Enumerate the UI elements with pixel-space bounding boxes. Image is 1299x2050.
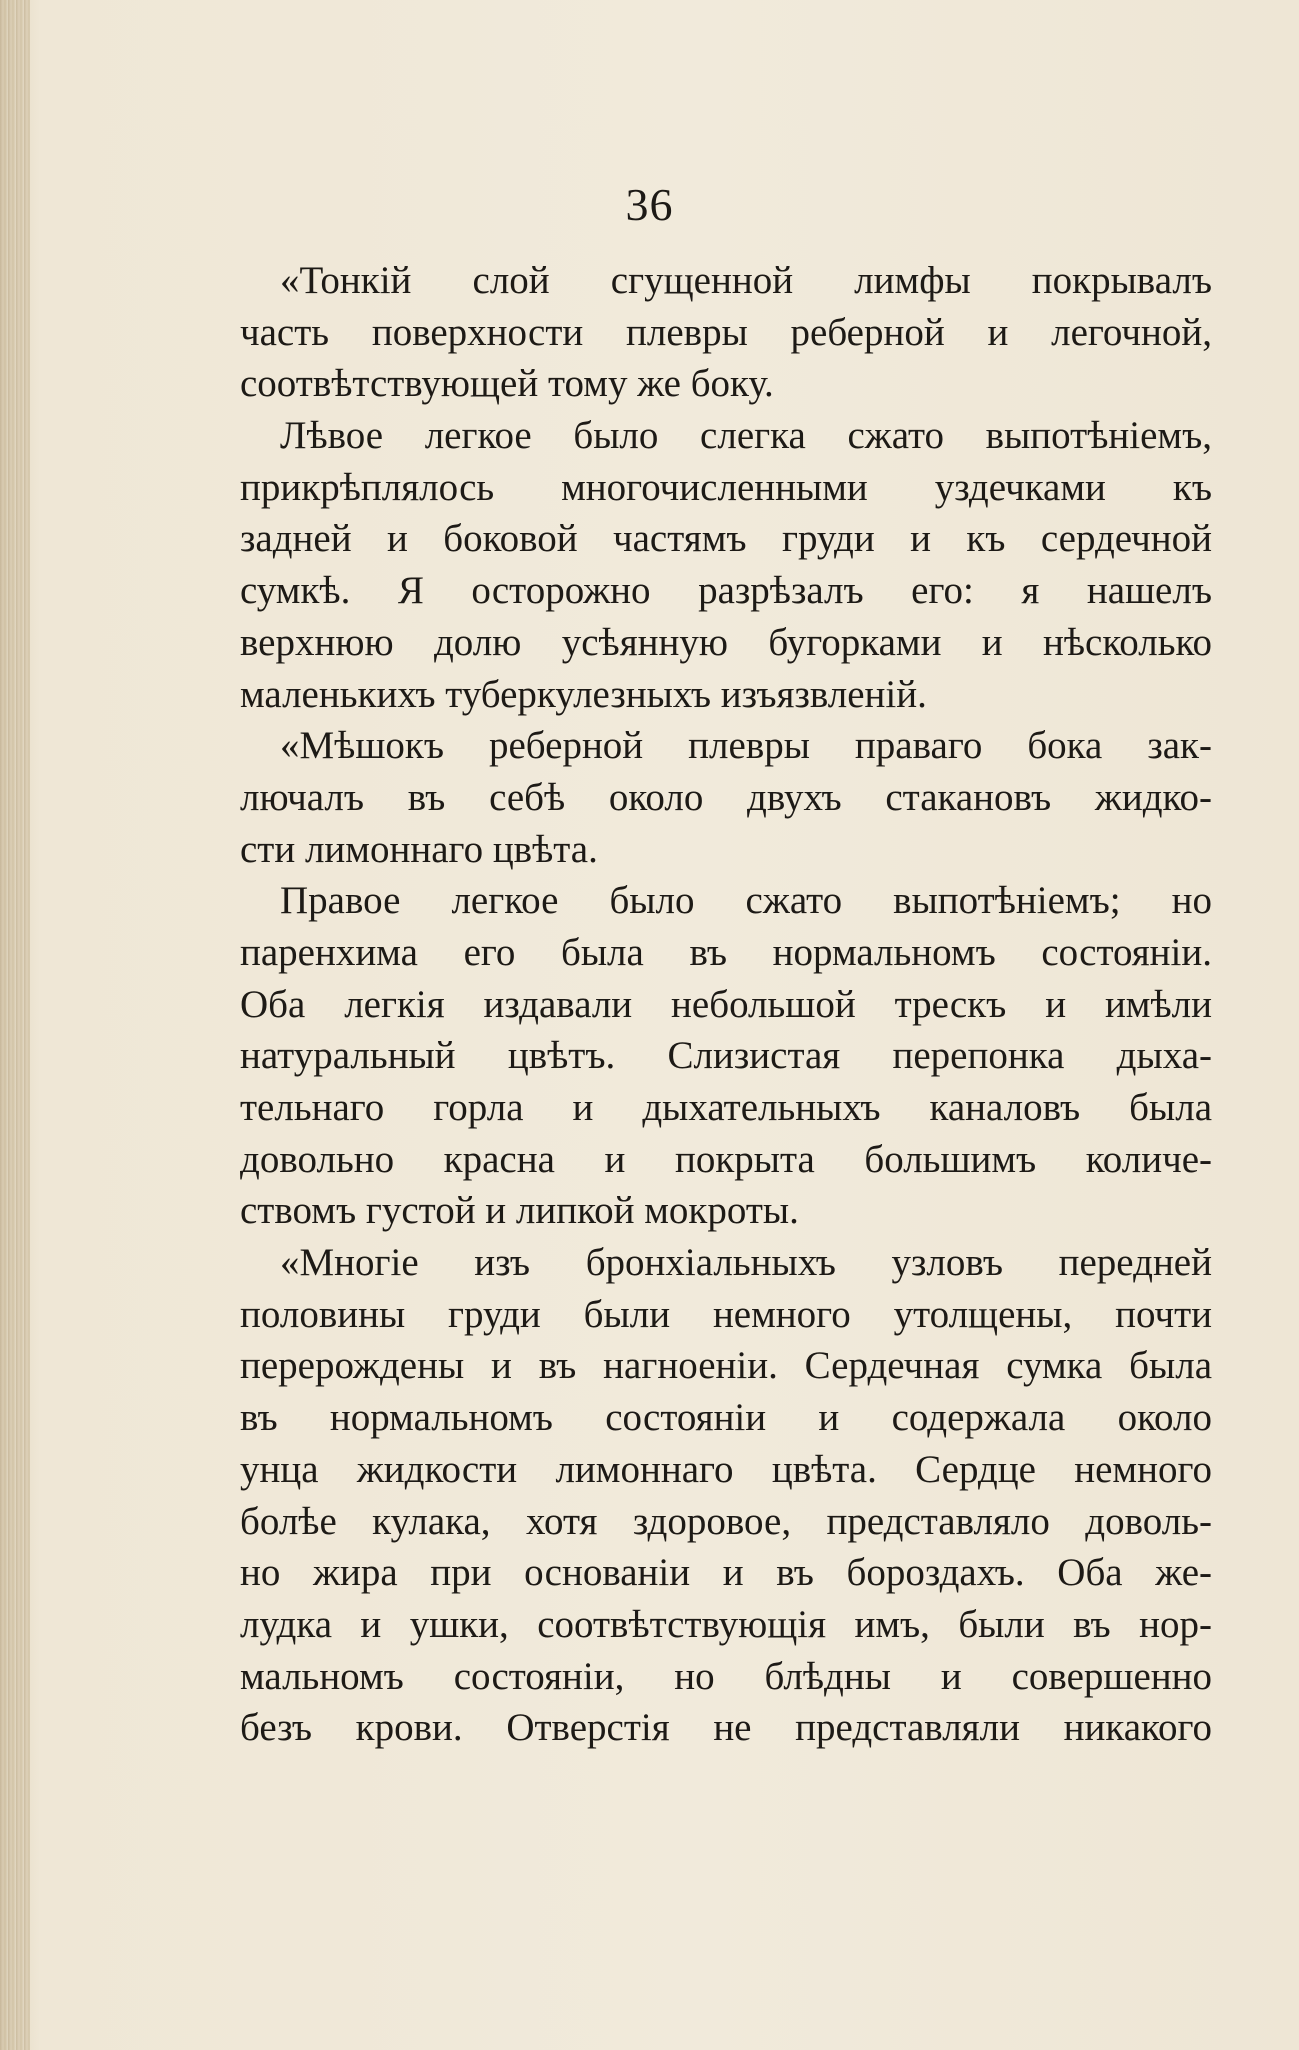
text-line: «Тонкій слой сгущенной лимфы покрывалъ <box>280 259 1212 302</box>
page-number: 36 <box>625 179 674 230</box>
text-line: ствомъ густой и липкой мокроты. <box>240 1189 799 1233</box>
text-line: сумкѣ. Я осторожно разрѣзалъ его: я нашелъ <box>240 569 1212 613</box>
text-line: въ нормальномъ состояніи и содержала около <box>240 1396 1212 1440</box>
text-line: довольно красна и покрыта большимъ количе- <box>240 1137 1212 1181</box>
text-line: тельнаго горла и дыхательныхъ каналовъ была <box>240 1086 1212 1129</box>
body-text <box>240 255 1212 1754</box>
text-line: часть поверхности плевры реберной и легочной, <box>240 310 1212 354</box>
text-line: «Многіе изъ бронхіальныхъ узловъ передней <box>280 1241 1212 1285</box>
text-line: задней и боковой частямъ груди и къ сердечной <box>240 517 1212 561</box>
text-line: безъ крови. Отверстія не представляли никакого <box>240 1706 1212 1750</box>
text-line: натуральный цвѣтъ. Слизистая перепонка дыха- <box>240 1034 1212 1078</box>
text-line: половины груди были немного утолщены, почти <box>240 1292 1212 1336</box>
text-line: лудка и ушки, соотвѣтствующія имъ, были въ нор- <box>240 1602 1212 1646</box>
text-line: Оба легкія издавали небольшой трескъ и имѣли <box>240 982 1212 1026</box>
text-line: болѣе кулака, хотя здоровое, представляло доволь- <box>240 1499 1212 1543</box>
text-line: прикрѣплялось многочисленными уздечками къ <box>240 465 1212 509</box>
page-binding-edge <box>0 0 30 2050</box>
text-line: сти лимоннаго цвѣта. <box>240 827 598 871</box>
text-line: Лѣвое легкое было слегка сжато выпотѣніемъ, <box>280 414 1212 458</box>
text-line: но жира при основаніи и въ бороздахъ. Оба же- <box>240 1551 1212 1595</box>
text-line: верхнюю долю усѣянную бугорками и нѣсколько <box>240 620 1212 664</box>
text-line: лючалъ въ себѣ около двухъ стакановъ жидко- <box>240 775 1212 819</box>
text-line: перерождены и въ нагноеніи. Сердечная сумка была <box>240 1344 1212 1388</box>
text-line: паренхима его была въ нормальномъ состояніи. <box>240 930 1212 974</box>
text-line: «Мѣшокъ реберной плевры праваго бока зак- <box>280 724 1212 768</box>
text-line: мальномъ состояніи, но блѣдны и совершенно <box>240 1654 1212 1698</box>
text-line: унца жидкости лимоннаго цвѣта. Сердце немного <box>240 1447 1212 1491</box>
text-line: маленькихъ туберкулезныхъ изъязвленій. <box>240 672 927 716</box>
text-line: соотвѣтствующей тому же боку. <box>240 362 774 406</box>
text-line: Правое легкое было сжато выпотѣніемъ; но <box>280 879 1212 923</box>
